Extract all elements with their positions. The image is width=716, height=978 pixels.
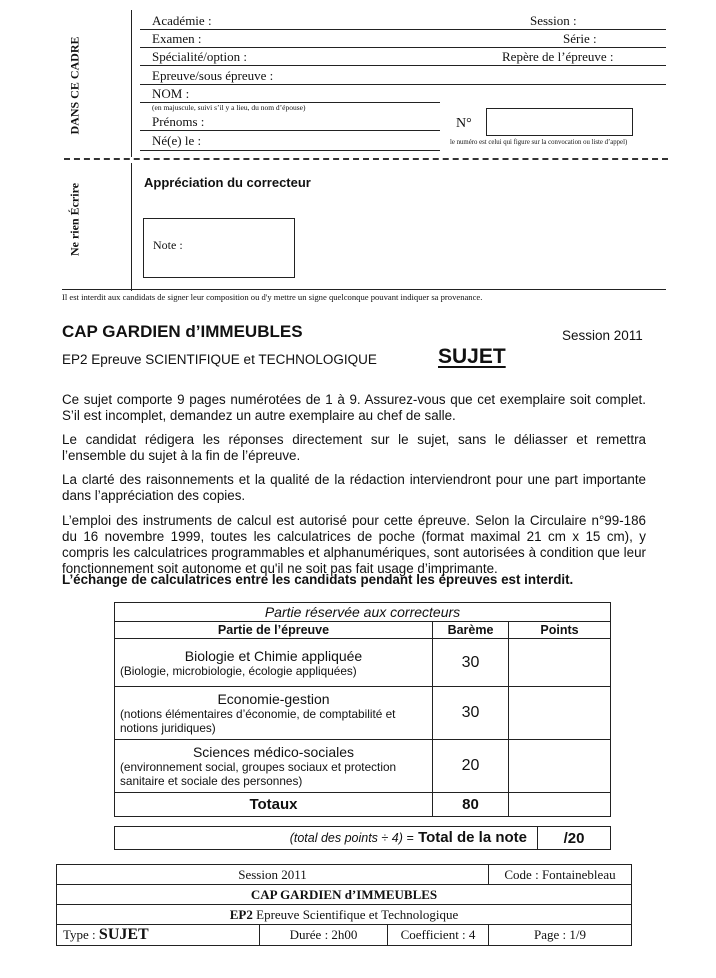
examen-label: Examen : — [152, 31, 202, 46]
table-row — [115, 740, 611, 793]
footer-type-value: SUJET — [98, 926, 149, 943]
side-label-bottom: Ne rien Écrire — [67, 182, 82, 257]
footer-duree: Durée : 2h00 — [260, 925, 388, 946]
totaux-points[interactable] — [509, 793, 611, 817]
header-rule — [140, 102, 440, 103]
footer-ep: EP2 — [229, 906, 253, 922]
note-label: Note : — [153, 238, 183, 252]
ne-le-label: Né(e) le : — [152, 133, 202, 148]
row-points[interactable] — [509, 639, 611, 687]
total-label: Total de la note — [418, 829, 527, 846]
footer-coefficient: Coefficient : 4 — [388, 925, 489, 946]
col-partie: Partie de l’épreuve — [115, 622, 433, 639]
header-rule — [140, 47, 666, 48]
session-label: Session : — [530, 13, 577, 28]
header-bottom-rule — [62, 289, 666, 290]
grading-table — [114, 602, 611, 817]
row-points[interactable] — [509, 740, 611, 793]
totaux-value: 80 — [433, 793, 509, 817]
header-rule — [140, 84, 666, 85]
table-row — [115, 639, 611, 687]
numero-label: N° — [456, 116, 472, 131]
header-rule — [140, 65, 666, 66]
header-rule — [140, 150, 440, 151]
row-title: Economie-gestion — [217, 691, 330, 707]
row-title: Sciences médico-sociales — [192, 744, 355, 760]
footer-page: Page : 1/9 — [489, 925, 632, 946]
exam-session: Session 2011 — [562, 328, 643, 343]
footer-table — [56, 864, 632, 946]
paragraph: L’emploi des instruments de calcul est autorisé pour cette épreuve. Selon la Circulaire n°99-186 du 16 novembre 1999, toutes les calculatrices de poche (format maximal 21 cm x 15 cm), y compris les calculatrices programmables et alphanumériques, sont autorisées à condition que leur fonctionnement soit autonome et qu'il ne soit pas fait usage d’imprimante. — [62, 513, 646, 576]
row-bareme: 20 — [433, 740, 509, 793]
exam-subtitle: EP2 Epreuve SCIENTIFIQUE et TECHNOLOGIQUE — [62, 352, 377, 367]
cut-line — [64, 158, 668, 160]
row-detail: (notions élémentaires d’économie, de comptabilité et notions juridiques) — [120, 707, 396, 735]
nom-note: (en majuscule, suivi s’il y a lieu, du nom d’épouse) — [152, 103, 306, 112]
side-label-top: DANS CE CADRE — [67, 36, 82, 135]
footer-title: CAP GARDIEN d’IMMEUBLES — [57, 885, 632, 905]
row-title: Biologie et Chimie appliquée — [184, 647, 363, 664]
numero-box — [486, 108, 633, 136]
footer-type-label: Type : — [63, 927, 96, 942]
specialite-label: Spécialité/option : — [152, 49, 247, 64]
col-bareme: Barème — [433, 622, 509, 639]
total-formula: (total des points ÷ 4) = — [289, 831, 414, 845]
repere-label: Repère de l’épreuve : — [502, 49, 614, 64]
total-value[interactable]: /20 — [538, 827, 611, 850]
paragraph: Le candidat rédigera les réponses directement sur le sujet, sans le déliasser et remettra l’ensemble du sujet à la fin de l’épreuve. — [62, 432, 646, 463]
exam-title: CAP GARDIEN d’IMMEUBLES — [62, 322, 303, 341]
paragraph: Ce sujet comporte 9 pages numérotées de 1 à 9. Assurez-vous que cet exemplaire soit complet. S’il est incomplet, demandez un autre exemplaire au chef de salle. — [62, 392, 646, 423]
row-bareme: 30 — [433, 687, 509, 740]
row-detail: (Biologie, microbiologie, écologie appliquées) — [120, 663, 357, 678]
total-table — [114, 826, 611, 850]
anonymity-warning: Il est interdit aux candidats de signer leur composition ou d'y mettre un signe quelconque pouvant indiquer sa provenance. — [62, 292, 483, 302]
appreciation-title: Appréciation du correcteur — [144, 175, 311, 190]
numero-note: le numéro est celui qui figure sur la convocation ou liste d’appel) — [450, 139, 628, 146]
totaux-label: Totaux — [115, 793, 433, 817]
header-left-border — [131, 10, 132, 157]
footer-code: Code : Fontainebleau — [489, 865, 632, 885]
col-points: Points — [509, 622, 611, 639]
header-rule — [140, 130, 440, 131]
prenoms-label: Prénoms : — [152, 114, 205, 129]
footer-ep-title: Epreuve Scientifique et Technologique — [256, 906, 459, 922]
appreciation-left-border — [131, 163, 132, 291]
epreuve-label: Epreuve/sous épreuve : — [152, 68, 274, 83]
table-row — [115, 687, 611, 740]
academie-label: Académie : — [152, 13, 212, 28]
footer-session: Session 2011 — [57, 865, 489, 885]
row-detail: (environnement social, groupes sociaux et protection sanitaire et sociale des personnes) — [120, 760, 397, 788]
sujet-label: SUJET — [438, 345, 506, 368]
row-bareme: 30 — [433, 639, 509, 687]
row-points[interactable] — [509, 687, 611, 740]
header-rule — [140, 29, 666, 30]
paragraph-bold: L’échange de calculatrices entre les candidats pendant les épreuves est interdit. — [62, 572, 574, 587]
serie-label: Série : — [563, 31, 597, 46]
grading-caption: Partie réservée aux correcteurs — [115, 603, 611, 622]
nom-label: NOM : — [152, 86, 190, 101]
paragraph: La clarté des raisonnements et la qualité de la rédaction interviendront pour une part importante dans l’appréciation des copies. — [62, 472, 646, 503]
